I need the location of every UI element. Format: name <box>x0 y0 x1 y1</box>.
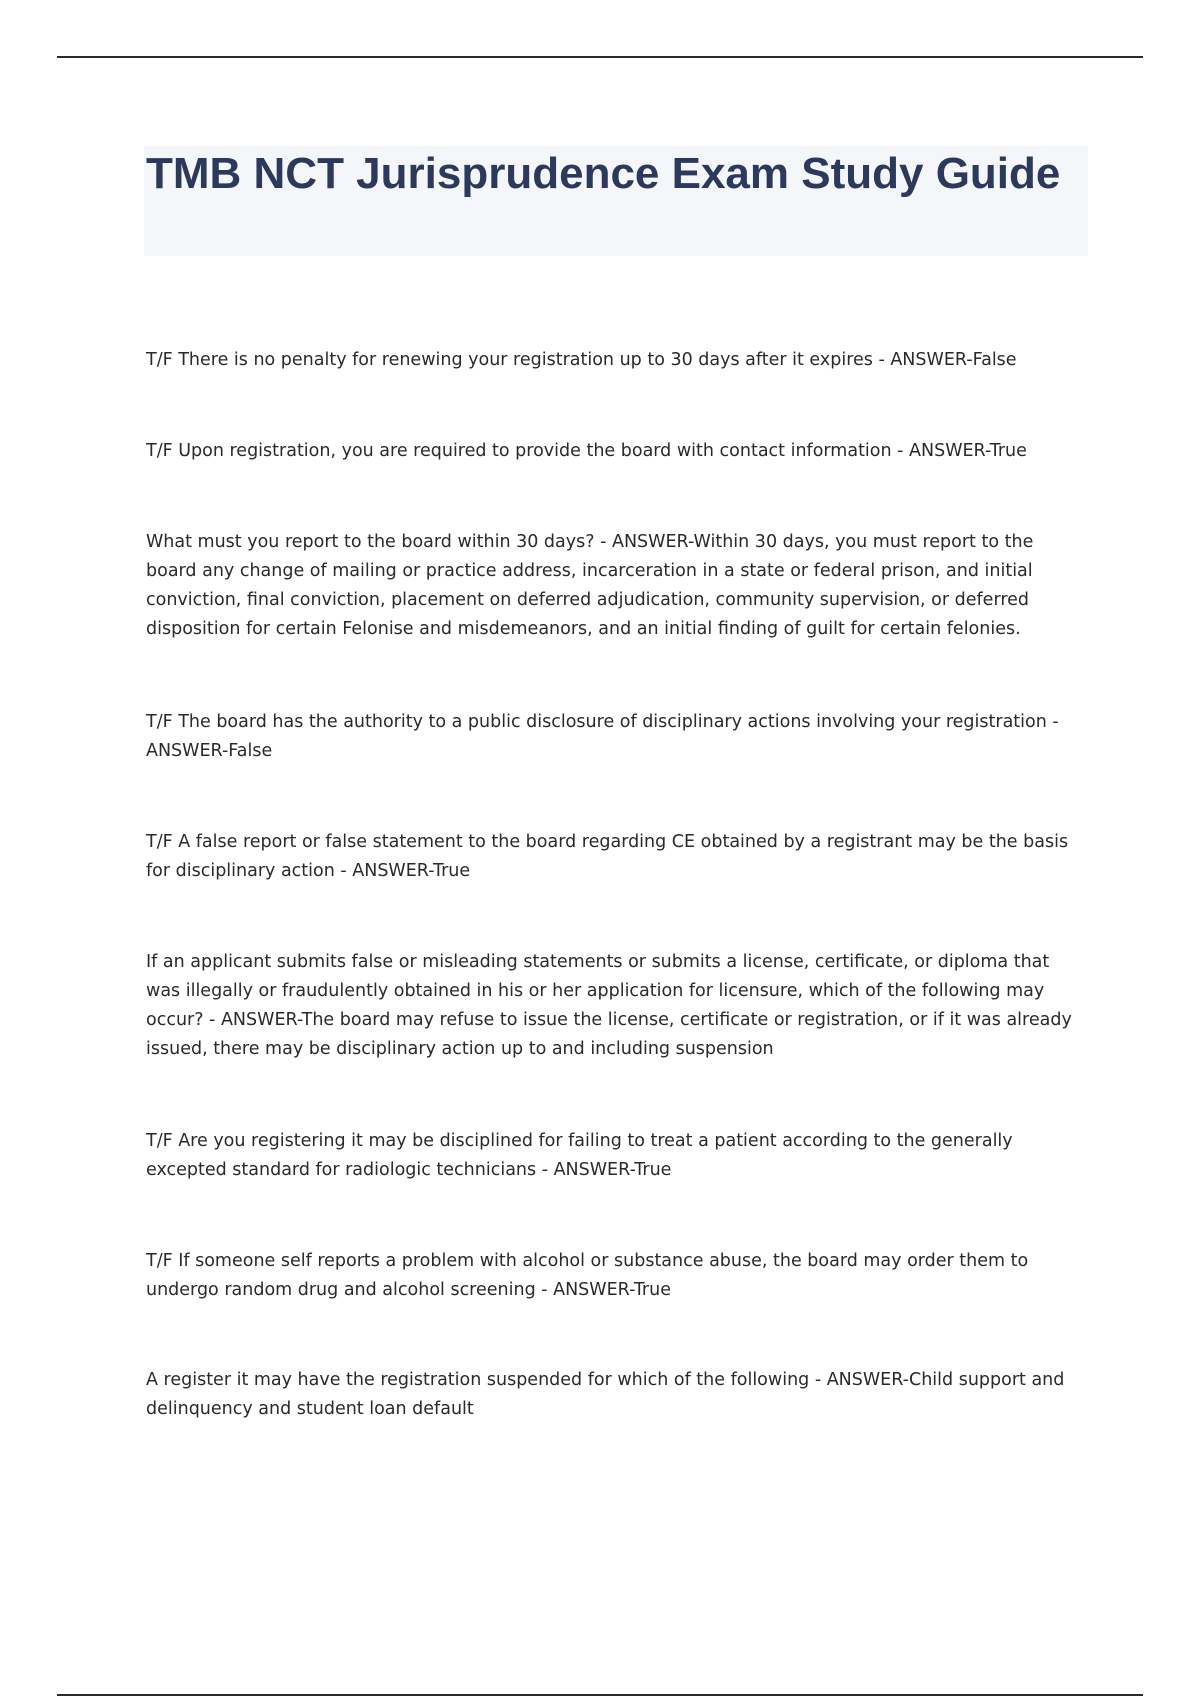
top-divider <box>57 56 1143 58</box>
qa-item: T/F There is no penalty for renewing your registration up to 30 days after it expires - ANSWER-False <box>146 350 1017 370</box>
qa-item: A register it may have the registration suspended for which of the following - ANSWER-Child support and delinquency and student loan default <box>146 1370 1065 1419</box>
qa-item: T/F The board has the authority to a public disclosure of disciplinary actions involving your registration - ANSWER-False <box>146 712 1059 761</box>
qa-item: T/F If someone self reports a problem with alcohol or substance abuse, the board may order them to undergo random drug and alcohol screening - ANSWER-True <box>146 1251 1029 1300</box>
page-title: TMB NCT Jurisprudence Exam Study Guide <box>146 149 1061 198</box>
qa-item: T/F Upon registration, you are required to provide the board with contact information - ANSWER-True <box>146 441 1027 461</box>
bottom-divider <box>57 1694 1143 1696</box>
qa-item: T/F A false report or false statement to the board regarding CE obtained by a registrant may be the basis for disciplinary action - ANSWER-True <box>146 832 1069 881</box>
qa-item: If an applicant submits false or misleading statements or submits a license, certificate, or diploma that was illegally or fraudulently obtained in his or her application for licensure, which of the following may occur? - ANSWER-The board may refuse to issue the license, certificate or registration, or if it was already issued, there may be disciplinary action up to and including suspension <box>146 952 1072 1059</box>
qa-item: What must you report to the board within 30 days? - ANSWER-Within 30 days, you must report to the board any change of mailing or practice address, incarceration in a state or federal prison, and initial conviction, final conviction, placement on deferred adjudication, community supervision, or deferred disposition for certain Felonise and misdemeanors, and an initial finding of guilt for certain felonies. <box>146 532 1034 639</box>
qa-item: T/F Are you registering it may be disciplined for failing to treat a patient according to the generally excepted standard for radiologic technicians - ANSWER-True <box>146 1131 1013 1180</box>
